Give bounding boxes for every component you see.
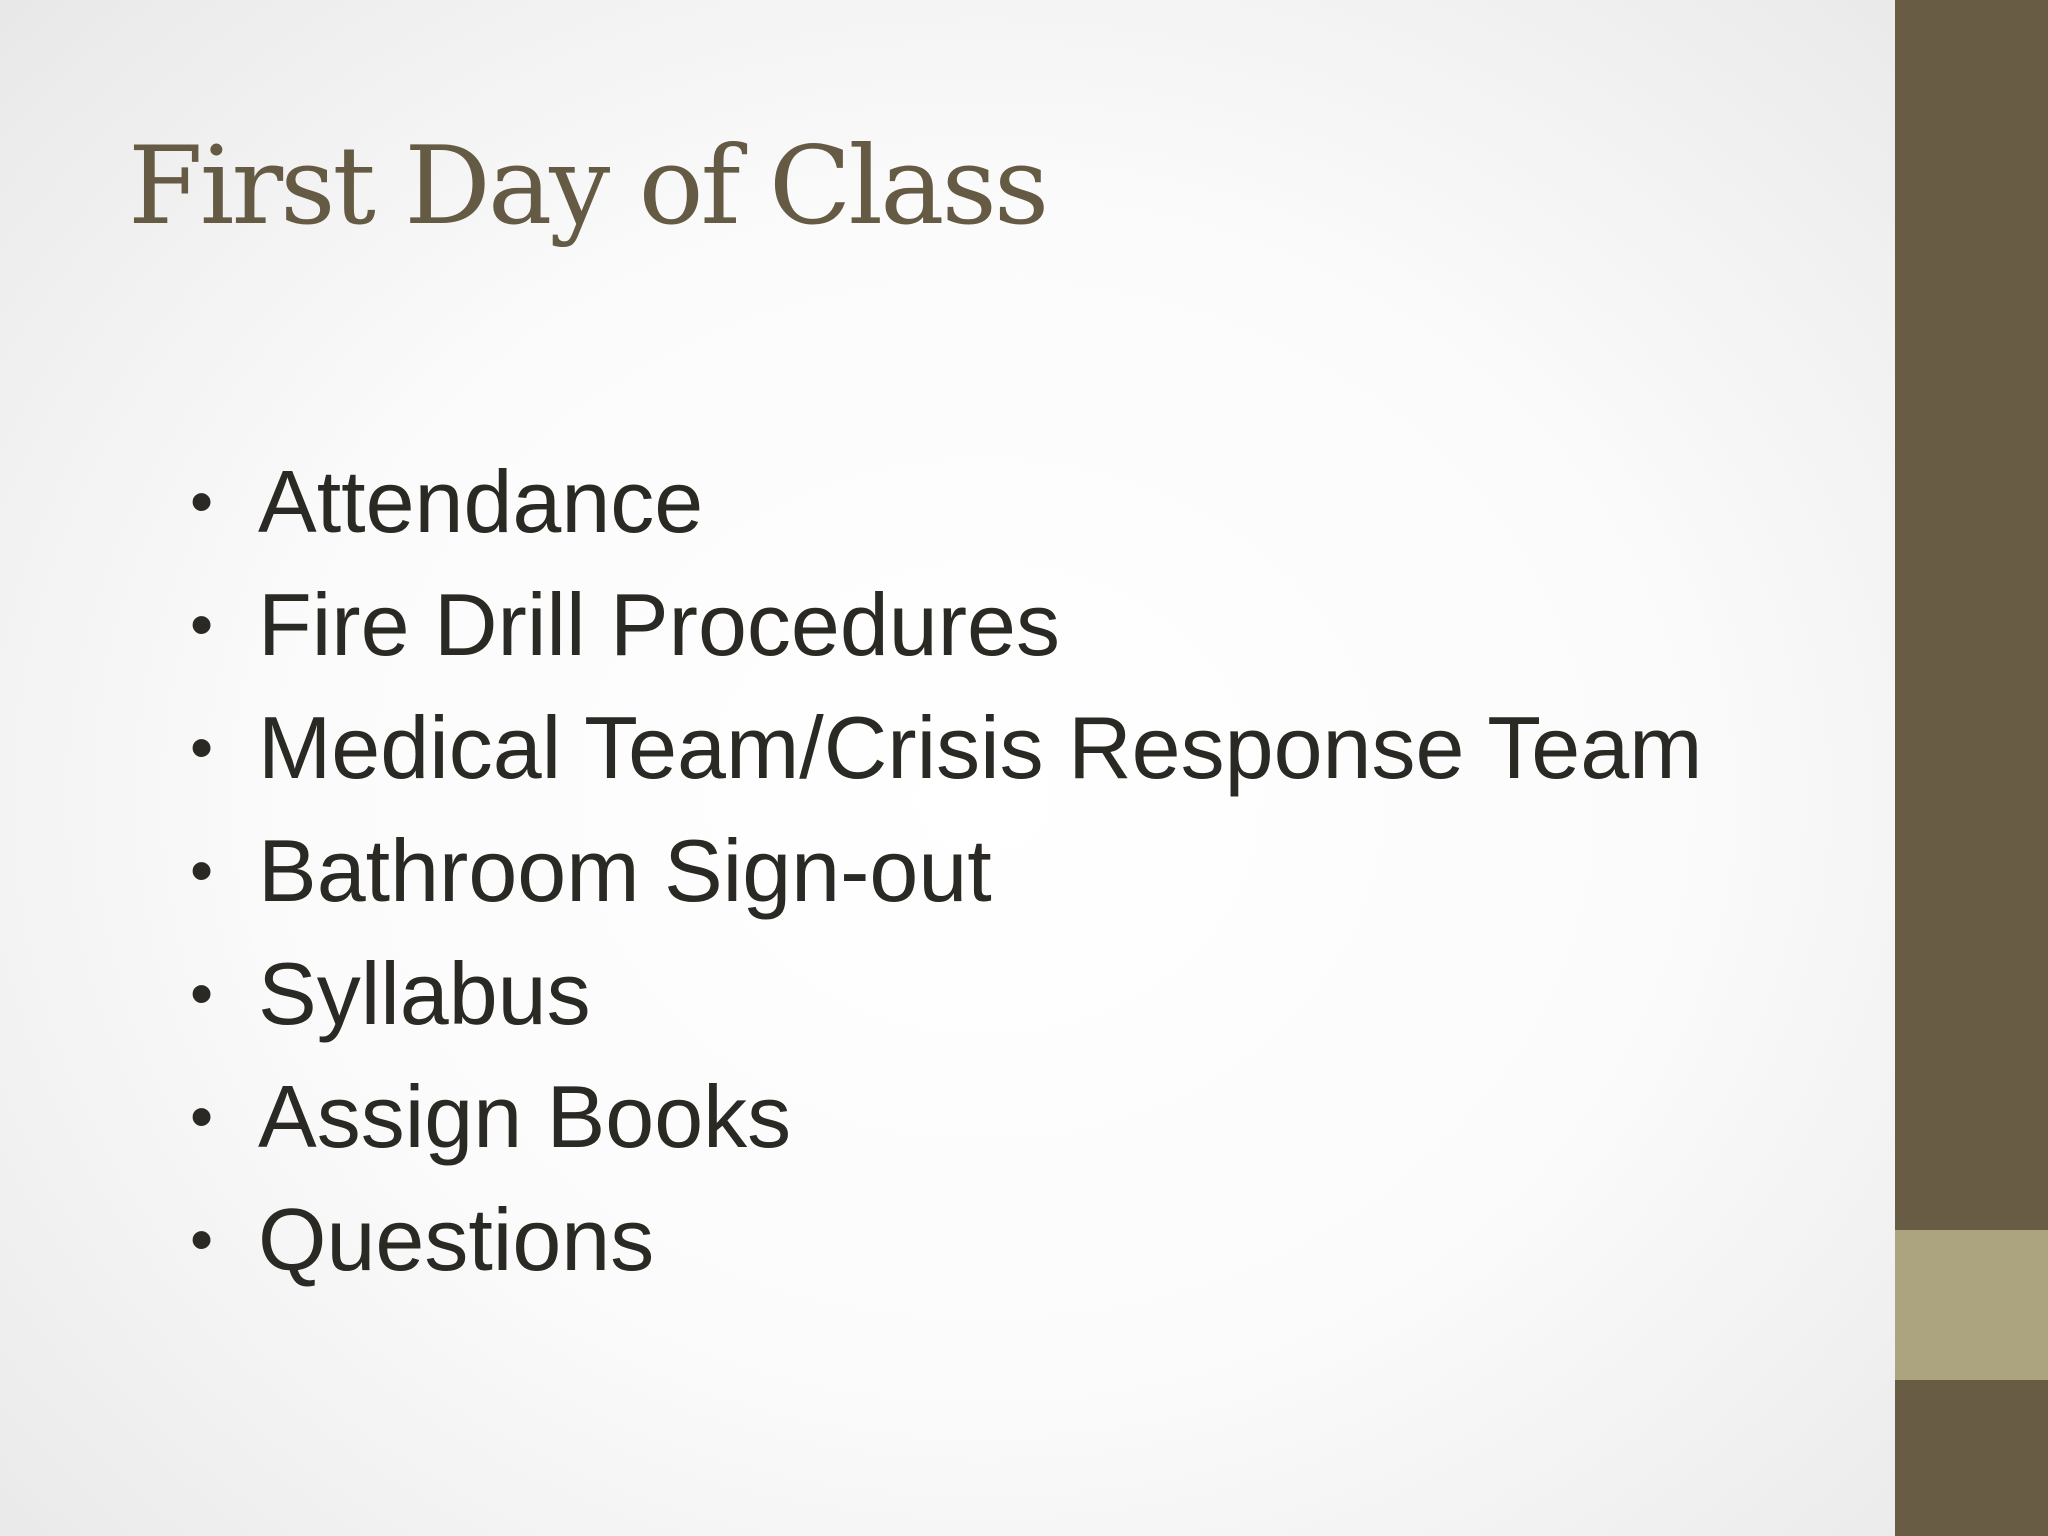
decorative-side-accent (1895, 1230, 2048, 1380)
bullet-item-attendance (190, 440, 1702, 563)
bullet-text: Medical Team/Crisis Response Team (258, 698, 1703, 797)
slide-title: First Day of Class (128, 124, 1047, 249)
bullet-list (190, 440, 1702, 1301)
bullet-text: Attendance (258, 452, 704, 551)
bullet-dot-icon: • (190, 833, 214, 907)
bullet-text: Syllabus (258, 944, 591, 1043)
bullet-item-medical-team (190, 686, 1702, 809)
bullet-text: Bathroom Sign-out (258, 821, 992, 920)
bullet-dot-icon: • (190, 587, 214, 661)
bullet-dot-icon: • (190, 956, 214, 1030)
bullet-item-fire-drill (190, 563, 1702, 686)
bullet-text: Questions (258, 1190, 655, 1289)
bullet-item-assign-books (190, 1055, 1702, 1178)
bullet-item-syllabus (190, 932, 1702, 1055)
bullet-dot-icon: • (190, 464, 214, 538)
bullet-text: Assign Books (258, 1067, 792, 1166)
bullet-item-questions (190, 1178, 1702, 1301)
bullet-dot-icon: • (190, 1202, 214, 1276)
bullet-dot-icon: • (190, 710, 214, 784)
bullet-item-bathroom (190, 809, 1702, 932)
bullet-dot-icon: • (190, 1079, 214, 1153)
bullet-text: Fire Drill Procedures (258, 575, 1060, 674)
